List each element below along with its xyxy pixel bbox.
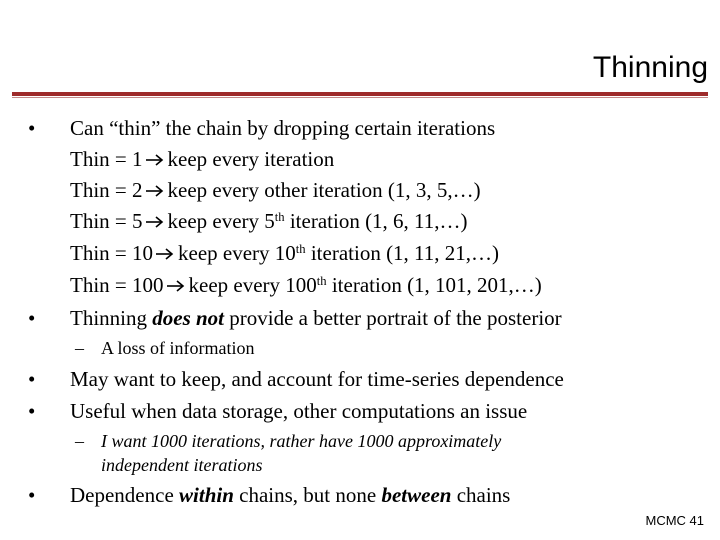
bullet-1-text: Can “thin” the chain by dropping certain iterations (70, 116, 496, 140)
thin-10-desc: keep every 10 (178, 241, 296, 265)
bullet-marker: • (28, 483, 36, 507)
dash-marker: – (75, 338, 84, 358)
thin-5-desc: keep every 5 (167, 209, 275, 233)
bullet-5-emphasis-between: between (381, 483, 452, 507)
thin-5-desc-rest: iteration (1, 6, 11,…) (284, 209, 468, 233)
bullet-2-text-a: Thinning (70, 306, 153, 330)
right-arrow-icon (166, 279, 186, 293)
thin-10-ordinal: th (295, 242, 306, 256)
bullet-4-sub-line-1: I want 1000 iterations, rather have 1000 approximately (101, 431, 502, 451)
slide-title: Thinning (592, 51, 708, 84)
thin-2-desc: keep every other iteration (1, 3, 5,…) (167, 178, 481, 202)
thin-100-desc: keep every 100 (188, 273, 317, 297)
bullet-2-emphasis: does not (152, 306, 225, 330)
thin-100-desc-rest: iteration (1, 101, 201,…) (326, 273, 542, 297)
thin-5-line (70, 208, 468, 234)
right-arrow-icon (145, 184, 165, 198)
thin-100-ordinal: th (316, 274, 327, 288)
bullet-marker: • (28, 367, 36, 391)
bullet-marker: • (28, 399, 36, 423)
bullet-5-emphasis-within: within (179, 483, 234, 507)
title-rule-thin (12, 97, 708, 98)
thin-1-label: Thin = 1 (70, 147, 143, 171)
bullet-marker: • (28, 116, 36, 140)
bullet-5-text-c: chains, but none (233, 483, 382, 507)
bullet-5-text-e: chains (451, 483, 511, 507)
dash-marker: – (75, 431, 84, 451)
right-arrow-icon (155, 247, 175, 261)
bullet-4-sub-line-2: independent iterations (101, 455, 263, 475)
bullet-2-text-c: provide a better portrait of the posterior (224, 306, 562, 330)
bullet-3-text: May want to keep, and account for time-series dependence (70, 367, 564, 391)
thin-2-label: Thin = 2 (70, 178, 143, 202)
bullet-5-text (70, 482, 510, 508)
bullet-4-text: Useful when data storage, other computations an issue (70, 399, 528, 423)
right-arrow-icon (145, 153, 165, 167)
bullet-5-text-a: Dependence (70, 483, 180, 507)
right-arrow-icon (145, 215, 165, 229)
thin-10-desc-rest: iteration (1, 11, 21,…) (305, 241, 500, 265)
slide-footer: MCMC 41 (645, 513, 704, 528)
thin-2-line (70, 177, 481, 203)
thin-10-label: Thin = 10 (70, 241, 154, 265)
thin-5-ordinal: th (274, 210, 285, 224)
bullet-marker: • (28, 306, 36, 330)
bullet-2-text (70, 305, 562, 331)
thin-5-label: Thin = 5 (70, 209, 143, 233)
thin-10-line (70, 240, 499, 266)
bullet-2-sub-text: A loss of information (101, 338, 255, 358)
thin-100-label: Thin = 100 (70, 273, 164, 297)
thin-1-desc: keep every iteration (167, 147, 335, 171)
thin-100-line (70, 272, 542, 298)
title-rule (12, 92, 708, 96)
thin-1-line (70, 146, 334, 172)
